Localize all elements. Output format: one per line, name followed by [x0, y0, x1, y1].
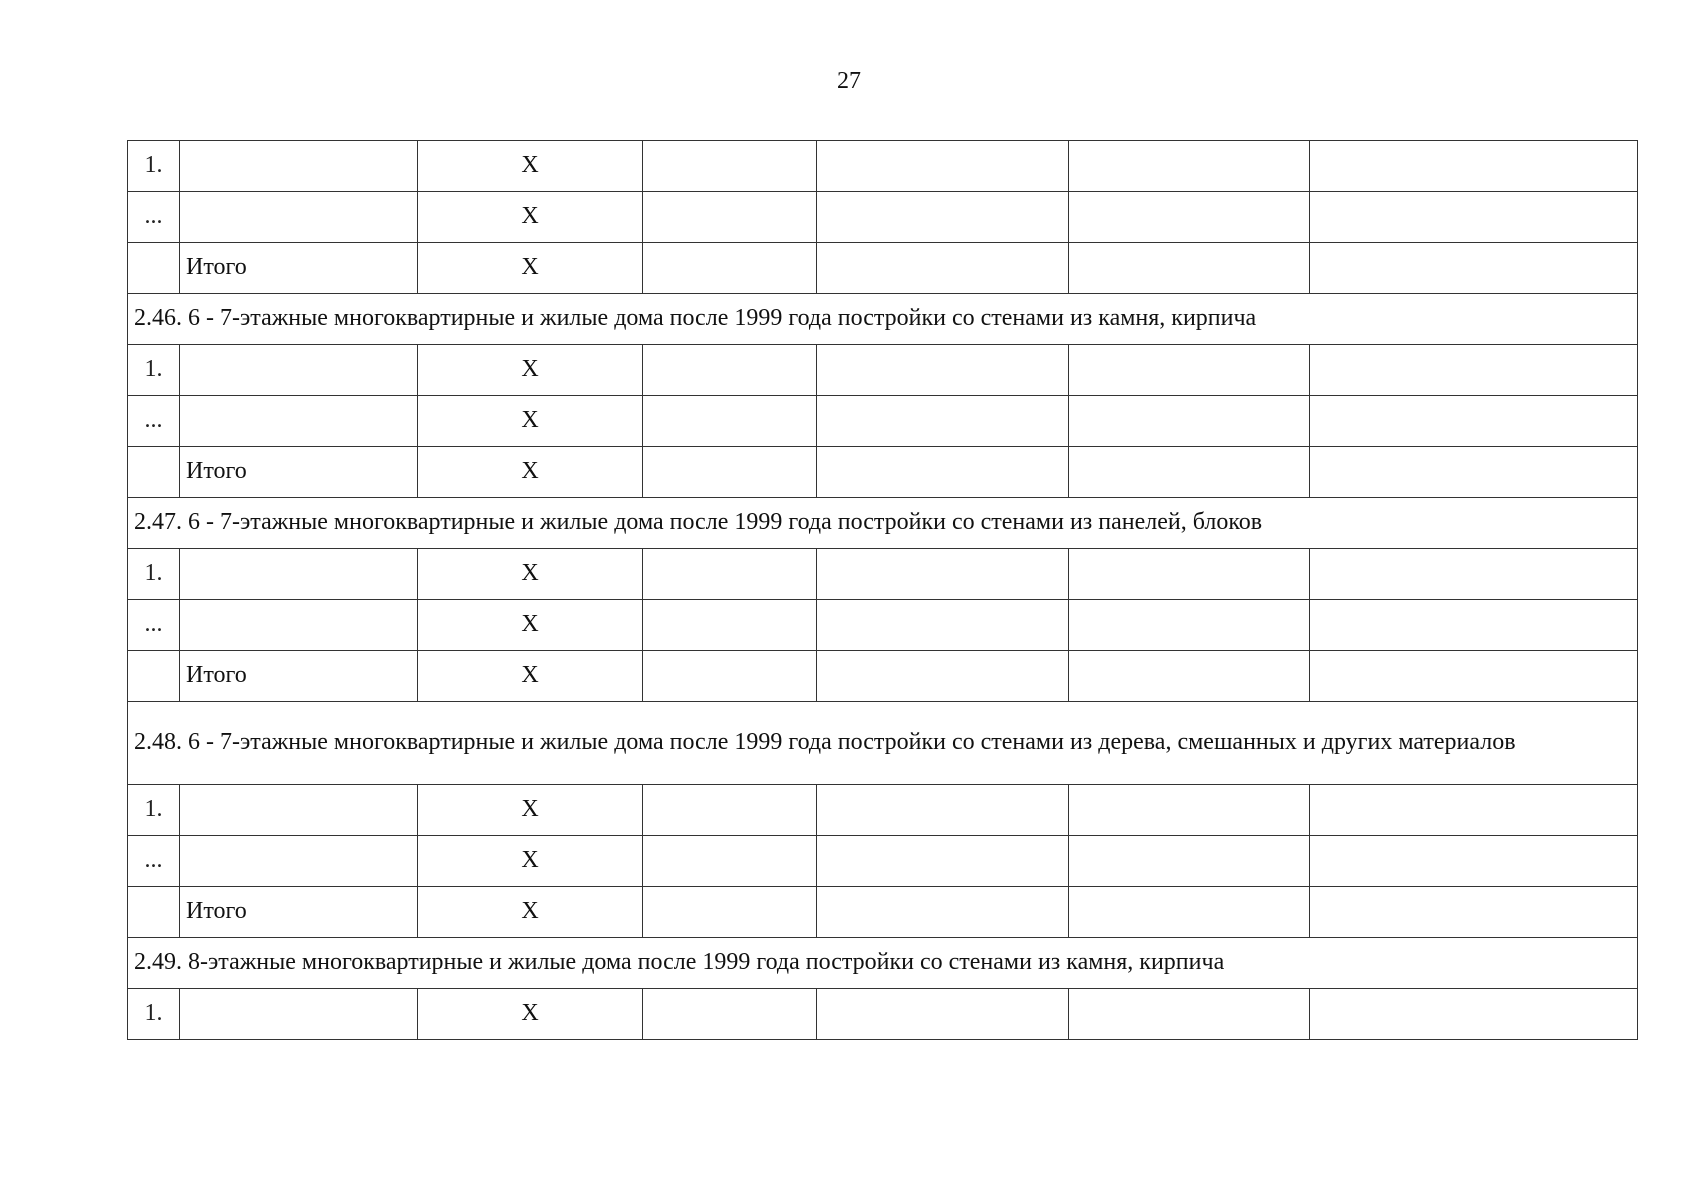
empty-cell	[817, 651, 1069, 702]
row-number	[128, 651, 180, 702]
empty-cell	[1310, 785, 1638, 836]
section-title: 2.47. 6 - 7-этажные многоквартирные и жилые дома после 1999 года постройки со стенами из панелей, блоков	[128, 498, 1638, 549]
total-label: Итого	[180, 243, 418, 294]
name-cell	[180, 785, 418, 836]
empty-cell	[817, 345, 1069, 396]
name-cell	[180, 396, 418, 447]
empty-cell	[643, 549, 817, 600]
table-row-total	[128, 447, 1638, 498]
empty-cell	[1069, 141, 1310, 192]
empty-cell	[643, 600, 817, 651]
empty-cell	[1310, 887, 1638, 938]
section-title: 2.49. 8-этажные многоквартирные и жилые дома после 1999 года постройки со стенами из камня, кирпича	[128, 938, 1638, 989]
x-mark: X	[418, 192, 643, 243]
empty-cell	[643, 836, 817, 887]
name-cell	[180, 600, 418, 651]
x-mark: X	[418, 836, 643, 887]
row-number: ...	[128, 836, 180, 887]
empty-cell	[1310, 243, 1638, 294]
empty-cell	[1310, 549, 1638, 600]
x-mark: X	[418, 141, 643, 192]
empty-cell	[817, 243, 1069, 294]
empty-cell	[1310, 396, 1638, 447]
row-number: 1.	[128, 549, 180, 600]
empty-cell	[1069, 447, 1310, 498]
empty-cell	[817, 141, 1069, 192]
table-row	[128, 549, 1638, 600]
empty-cell	[643, 785, 817, 836]
table-row-total	[128, 243, 1638, 294]
empty-cell	[643, 192, 817, 243]
table-row	[128, 836, 1638, 887]
empty-cell	[643, 345, 817, 396]
empty-cell	[1069, 651, 1310, 702]
table-row	[128, 396, 1638, 447]
section-title: 2.46. 6 - 7-этажные многоквартирные и жилые дома после 1999 года постройки со стенами из камня, кирпича	[128, 294, 1638, 345]
page-number: 27	[837, 68, 861, 94]
name-cell	[180, 345, 418, 396]
empty-cell	[1310, 989, 1638, 1040]
x-mark: X	[418, 651, 643, 702]
table-row	[128, 141, 1638, 192]
row-number	[128, 243, 180, 294]
table-row-total	[128, 887, 1638, 938]
empty-cell	[1069, 600, 1310, 651]
total-label: Итого	[180, 887, 418, 938]
empty-cell	[643, 651, 817, 702]
row-number	[128, 447, 180, 498]
row-number: ...	[128, 192, 180, 243]
empty-cell	[1310, 447, 1638, 498]
name-cell	[180, 141, 418, 192]
empty-cell	[817, 447, 1069, 498]
section-header-row	[128, 294, 1638, 345]
row-number: ...	[128, 396, 180, 447]
table-row	[128, 989, 1638, 1040]
name-cell	[180, 989, 418, 1040]
empty-cell	[643, 243, 817, 294]
total-label: Итого	[180, 447, 418, 498]
empty-cell	[817, 887, 1069, 938]
empty-cell	[817, 785, 1069, 836]
name-cell	[180, 192, 418, 243]
row-number: 1.	[128, 141, 180, 192]
row-number	[128, 887, 180, 938]
empty-cell	[1310, 141, 1638, 192]
empty-cell	[1069, 396, 1310, 447]
empty-cell	[817, 396, 1069, 447]
empty-cell	[1310, 345, 1638, 396]
empty-cell	[1310, 651, 1638, 702]
name-cell	[180, 836, 418, 887]
row-number: 1.	[128, 345, 180, 396]
name-cell	[180, 549, 418, 600]
empty-cell	[817, 192, 1069, 243]
empty-cell	[643, 989, 817, 1040]
empty-cell	[817, 549, 1069, 600]
x-mark: X	[418, 345, 643, 396]
empty-cell	[1069, 989, 1310, 1040]
row-number: 1.	[128, 989, 180, 1040]
x-mark: X	[418, 887, 643, 938]
x-mark: X	[418, 549, 643, 600]
row-number: 1.	[128, 785, 180, 836]
empty-cell	[817, 836, 1069, 887]
x-mark: X	[418, 785, 643, 836]
table-row	[128, 600, 1638, 651]
x-mark: X	[418, 989, 643, 1040]
empty-cell	[643, 447, 817, 498]
empty-cell	[1069, 549, 1310, 600]
section-header-row	[128, 938, 1638, 989]
table-row-total	[128, 651, 1638, 702]
empty-cell	[1069, 345, 1310, 396]
empty-cell	[1069, 785, 1310, 836]
x-mark: X	[418, 396, 643, 447]
section-header-row	[128, 702, 1638, 785]
x-mark: X	[418, 243, 643, 294]
empty-cell	[643, 141, 817, 192]
empty-cell	[1069, 887, 1310, 938]
section-title: 2.48. 6 - 7-этажные многоквартирные и жилые дома после 1999 года постройки со стенами из дерева, смешанных и других материалов	[128, 702, 1638, 785]
empty-cell	[1069, 836, 1310, 887]
row-number: ...	[128, 600, 180, 651]
empty-cell	[1310, 836, 1638, 887]
empty-cell	[643, 887, 817, 938]
empty-cell	[817, 600, 1069, 651]
table-row	[128, 785, 1638, 836]
x-mark: X	[418, 447, 643, 498]
x-mark: X	[418, 600, 643, 651]
empty-cell	[817, 989, 1069, 1040]
empty-cell	[1310, 600, 1638, 651]
data-table	[127, 140, 1638, 1040]
table-row	[128, 345, 1638, 396]
empty-cell	[643, 396, 817, 447]
empty-cell	[1069, 243, 1310, 294]
empty-cell	[1069, 192, 1310, 243]
empty-cell	[1310, 192, 1638, 243]
section-header-row	[128, 498, 1638, 549]
table-row	[128, 192, 1638, 243]
total-label: Итого	[180, 651, 418, 702]
